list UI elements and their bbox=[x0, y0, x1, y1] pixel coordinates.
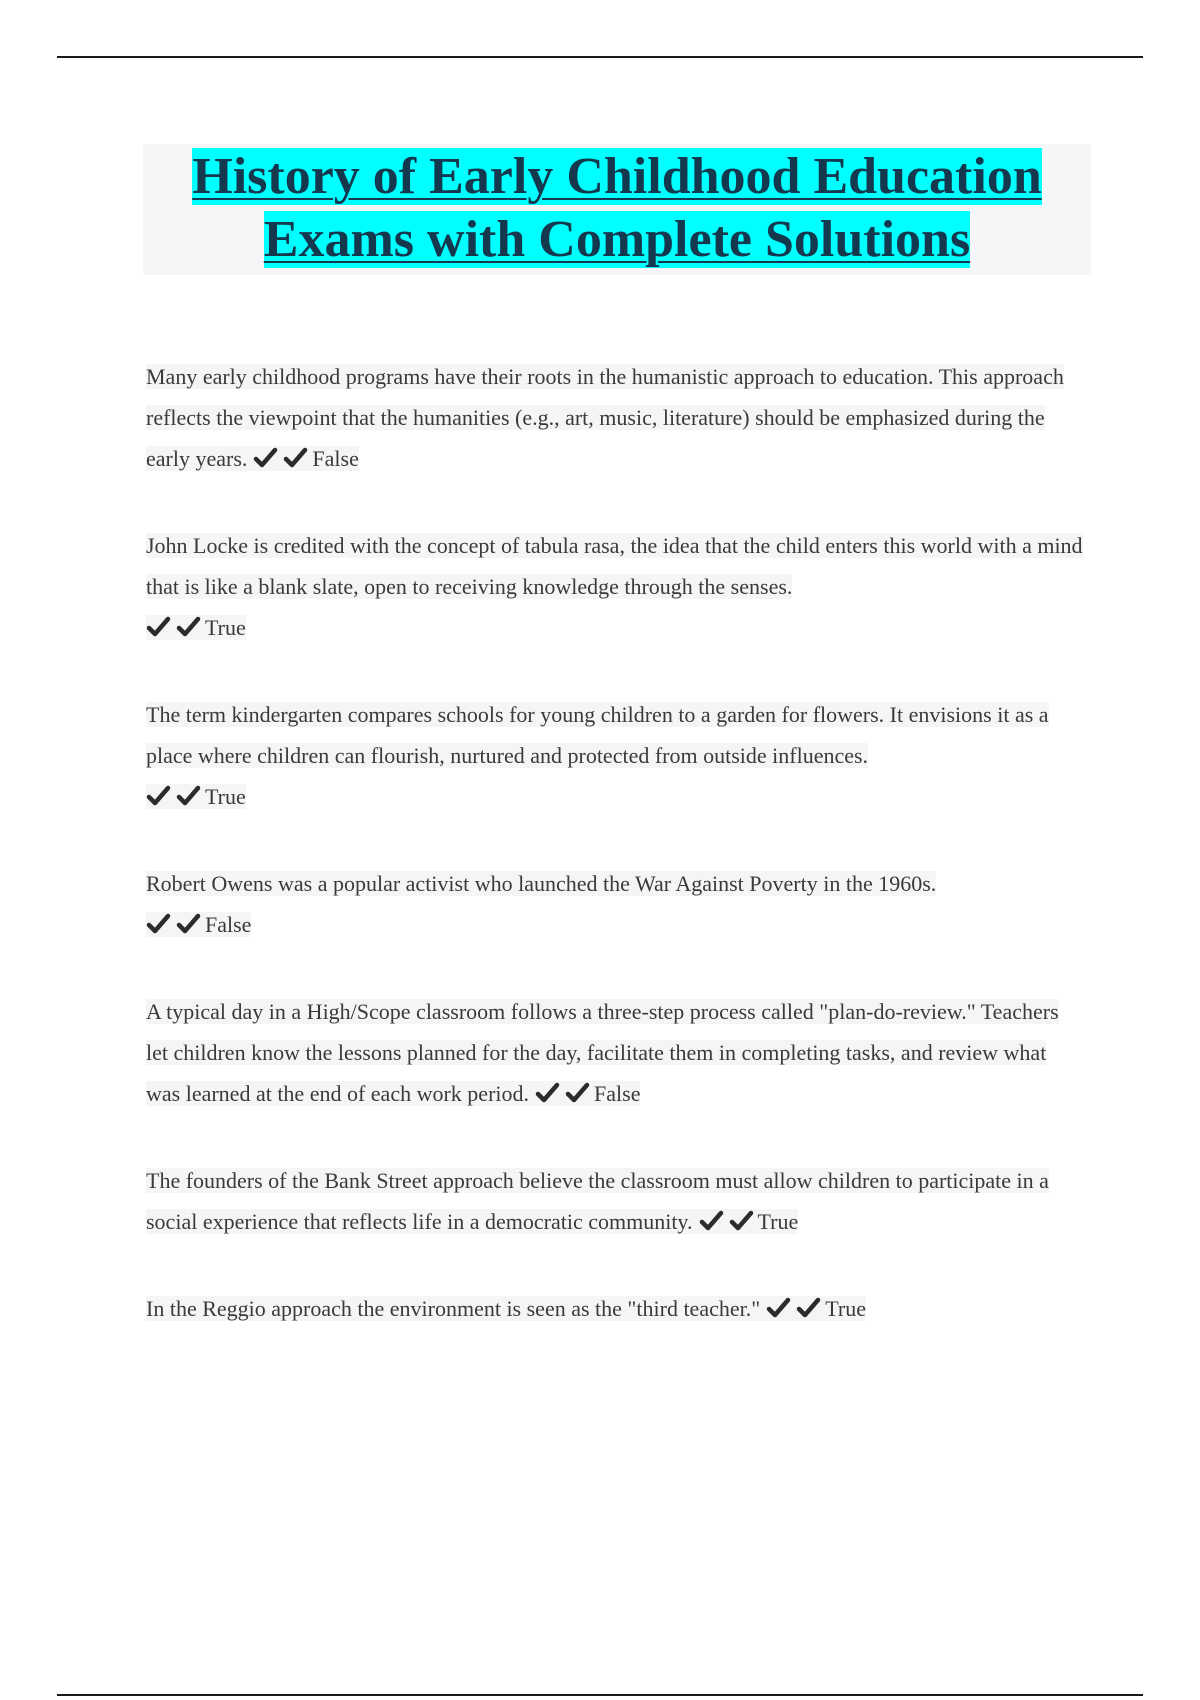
question-list bbox=[146, 356, 1086, 1375]
document-title bbox=[143, 144, 1091, 271]
question-item-3 bbox=[146, 694, 1086, 817]
checkmark-icon bbox=[146, 784, 172, 808]
answer bbox=[146, 615, 246, 640]
answer bbox=[693, 1209, 799, 1234]
question-item-7 bbox=[146, 1288, 1086, 1329]
question-text: The term kindergarten compares schools for young children to a garden for flowers. It envisions it as a place where children can flourish, nurtured and protected from outside influences. bbox=[146, 702, 1049, 768]
question-text: The founders of the Bank Street approach believe the classroom must allow children to participate in a social experience that reflects life in a democratic community. bbox=[146, 1168, 1049, 1234]
checkmark-icon bbox=[283, 446, 309, 470]
answer bbox=[247, 446, 358, 471]
checkmark-icon bbox=[176, 912, 202, 936]
checkmark-icon bbox=[176, 615, 202, 639]
checkmark-icon bbox=[565, 1081, 591, 1105]
question-text: A typical day in a High/Scope classroom follows a three-step process called "plan-do-review." Teachers let children know the lessons planned for the day, facilitate them in completing tasks, and review what was learned at the end of each work period. bbox=[146, 999, 1059, 1106]
checkmark-icon bbox=[796, 1296, 822, 1320]
question-item-4 bbox=[146, 863, 1086, 945]
answer-text: True bbox=[205, 615, 246, 640]
question-text: John Locke is credited with the concept of tabula rasa, the idea that the child enters this world with a mind that is like a blank slate, open to receiving knowledge through the senses. bbox=[146, 533, 1083, 599]
answer-text: False bbox=[594, 1081, 641, 1106]
answer-text: True bbox=[757, 1209, 799, 1234]
answer-text: True bbox=[205, 784, 246, 809]
answer-text: False bbox=[312, 446, 359, 471]
checkmark-icon bbox=[766, 1296, 792, 1320]
checkmark-icon bbox=[729, 1209, 755, 1233]
question-item-5 bbox=[146, 991, 1086, 1114]
question-text: Robert Owens was a popular activist who launched the War Against Poverty in the 1960s. bbox=[146, 871, 937, 896]
question-text: In the Reggio approach the environment is seen as the "third teacher." bbox=[146, 1296, 761, 1321]
checkmark-icon bbox=[146, 912, 172, 936]
answer bbox=[760, 1296, 866, 1321]
title-line-2: Exams with Complete Solutions bbox=[263, 211, 971, 268]
question-item-1 bbox=[146, 356, 1086, 479]
checkmark-icon bbox=[699, 1209, 725, 1233]
title-line-1: History of Early Childhood Education bbox=[192, 148, 1042, 205]
answer-text: False bbox=[205, 912, 252, 937]
checkmark-icon bbox=[253, 446, 279, 470]
question-item-2 bbox=[146, 525, 1086, 648]
answer bbox=[146, 912, 251, 937]
top-divider bbox=[57, 56, 1143, 58]
answer bbox=[529, 1081, 640, 1106]
answer-text: True bbox=[825, 1296, 866, 1321]
answer bbox=[146, 784, 246, 809]
question-text: Many early childhood programs have their roots in the humanistic approach to education. This approach reflects the viewpoint that the humanities (e.g., art, music, literature) should be emphasized during the early years. bbox=[146, 364, 1064, 471]
checkmark-icon bbox=[535, 1081, 561, 1105]
checkmark-icon bbox=[146, 615, 172, 639]
title-block bbox=[143, 144, 1091, 275]
bottom-divider bbox=[57, 1694, 1143, 1696]
question-item-6 bbox=[146, 1160, 1086, 1242]
checkmark-icon bbox=[176, 784, 202, 808]
